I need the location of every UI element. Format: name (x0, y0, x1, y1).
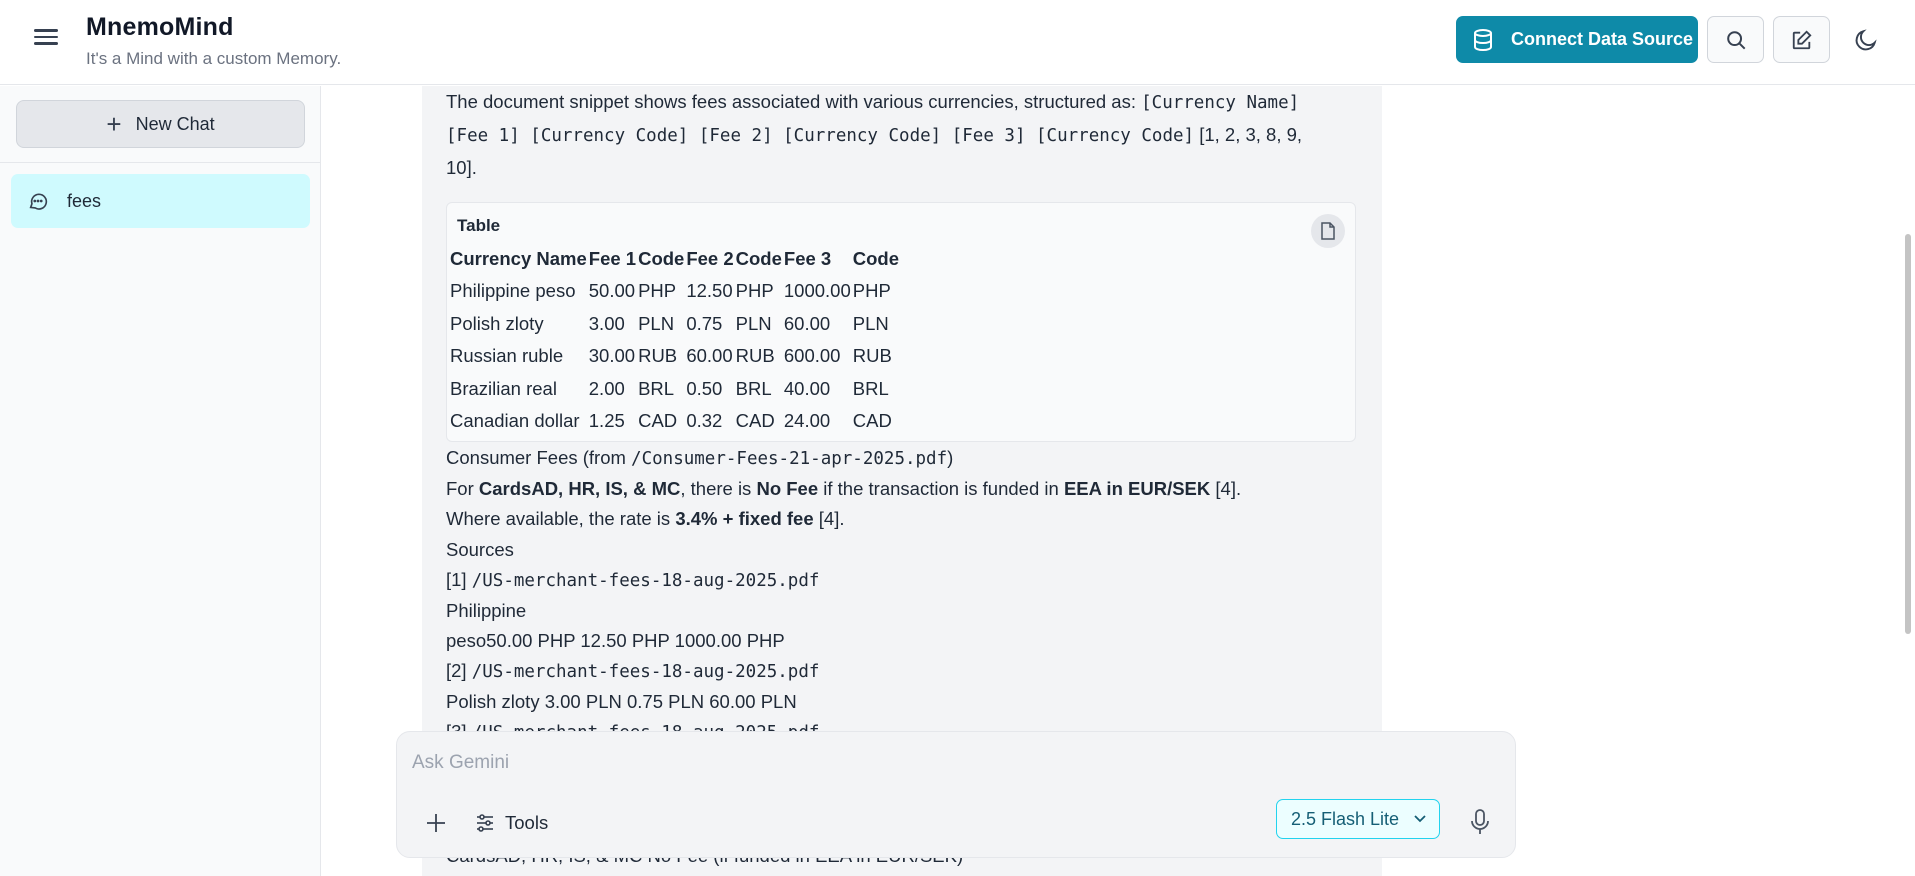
table-cell: Philippine peso (450, 280, 576, 301)
where-line (446, 503, 1366, 535)
bold-text: 3.4% + fixed fee (675, 508, 814, 529)
source-2-text: Polish zloty 3.00 PLN 0.75 PLN 60.00 PLN (446, 691, 797, 712)
chevron-down-icon (1413, 814, 1427, 824)
column-header: Currency Name (450, 248, 587, 269)
connect-data-source-button[interactable] (1456, 16, 1698, 63)
table-cell: PHP (638, 280, 677, 301)
menu-icon[interactable] (30, 25, 62, 53)
bold-text: EEA in EUR/SEK (1063, 478, 1211, 499)
table-cell: 50.00 (588, 280, 636, 301)
app-subtitle: It's a Mind with a custom Memory. (86, 49, 342, 68)
table-cell: BRL (638, 377, 675, 399)
for-line (446, 473, 1366, 505)
copy-table-button[interactable] (1311, 214, 1345, 248)
model-selector[interactable] (1276, 799, 1440, 839)
table-cell: 24.00 (783, 410, 831, 431)
source-1-text: peso50.00 PHP 12.50 PHP 1000.00 PHP (446, 630, 785, 651)
sidebar (0, 86, 321, 876)
citation: [4]. (813, 508, 845, 529)
sidebar-divider (0, 162, 321, 163)
table-cell: 1.25 (588, 410, 625, 431)
search-icon (1725, 29, 1747, 51)
table-cell: Brazilian real (450, 377, 557, 399)
scrollbar-thumb[interactable] (1905, 234, 1911, 634)
table-cell: 60.00 (783, 312, 831, 334)
table-cell: RUB (735, 345, 775, 366)
source-1 (446, 565, 1366, 596)
table-cell: CAD (852, 410, 892, 431)
column-header: Fee 1 (588, 248, 637, 269)
table-cell: BRL (852, 377, 889, 399)
edit-icon (1791, 29, 1813, 51)
table-header-row (449, 243, 900, 275)
plus-icon (425, 812, 447, 834)
document-icon (1320, 222, 1336, 240)
table-cell: 12.50 (686, 280, 733, 301)
sliders-icon (475, 813, 495, 833)
microphone-button[interactable] (1465, 805, 1495, 839)
message-content (446, 86, 1366, 748)
column-header: Code (852, 248, 900, 269)
table-cell: Polish zloty (450, 312, 544, 334)
citation: [1, 2, 3, 8, 9, (1194, 124, 1303, 145)
sidebar-item-fees[interactable] (11, 174, 310, 228)
citation: [1] (446, 569, 472, 590)
table-cell: PLN (735, 312, 772, 334)
plus-icon: + (106, 109, 122, 139)
citation: [2] (446, 660, 472, 681)
file-path: /US-merchant-fees-18-aug-2025.pdf (471, 662, 820, 682)
column-header: Code (638, 248, 685, 269)
text: ) (947, 447, 954, 468)
moon-icon (1853, 27, 1879, 53)
prompt-input[interactable] (412, 748, 1502, 778)
model-label: 2.5 Flash Lite (1291, 808, 1400, 829)
brand (86, 13, 341, 69)
table-cell: PHP (735, 280, 774, 301)
intro-paragraph (446, 86, 1366, 184)
tools-button[interactable] (475, 808, 548, 838)
intro-code: [Fee 1] [Currency Code] [Fee 2] [Currency Code] [Fee 3] [Currency Code] (446, 126, 1195, 146)
scrollbar[interactable] (1902, 86, 1915, 876)
connect-label: Connect Data Source (1511, 29, 1694, 49)
column-header: Code (735, 248, 782, 269)
table-row (449, 405, 900, 438)
table-cell: 600.00 (783, 345, 841, 366)
table-title: Table (457, 216, 501, 235)
table-cell: 0.32 (686, 410, 723, 431)
sources-heading: Sources (446, 539, 514, 560)
table-cell: 0.50 (686, 377, 723, 399)
tools-label: Tools (505, 812, 549, 833)
column-header: Fee 3 (783, 248, 832, 269)
table-cell: RUB (638, 345, 678, 366)
new-chat-button[interactable] (16, 100, 305, 148)
table-card (446, 202, 1356, 442)
add-attachment-button[interactable] (421, 808, 451, 838)
column-header: Fee 2 (686, 248, 734, 269)
text: if the transaction is funded in (818, 478, 1064, 499)
bold-text: No Fee (756, 478, 819, 499)
intro-code: [Currency Name] (1141, 93, 1300, 113)
table-cell: Russian ruble (450, 345, 564, 366)
prompt-box (396, 731, 1516, 858)
text: Where available, the rate is (446, 508, 676, 529)
table-cell: PHP (852, 280, 891, 301)
app-title: MnemoMind (86, 13, 234, 41)
search-button[interactable] (1707, 16, 1764, 63)
table-cell: 40.00 (783, 377, 831, 399)
table-row (449, 308, 900, 341)
table-cell: 30.00 (588, 345, 636, 366)
database-icon (1472, 28, 1494, 52)
text: For (446, 478, 479, 499)
citation: [4]. (1210, 478, 1242, 499)
fees-table (449, 243, 900, 438)
table-cell: 0.75 (686, 312, 723, 334)
citation: 10]. (446, 157, 477, 178)
new-note-button[interactable] (1773, 16, 1830, 63)
file-path: /US-merchant-fees-18-aug-2025.pdf (471, 571, 820, 591)
consumer-fees-line (446, 442, 1366, 475)
bold-text: CardsAD, HR, IS, & MC (478, 478, 681, 499)
sidebar-item-label: fees (67, 190, 102, 211)
text: Consumer Fees (from (446, 447, 632, 468)
source-1-text: Philippine (446, 600, 527, 621)
table-cell: 1000.00 (783, 280, 851, 301)
app-header (0, 0, 1915, 85)
table-cell: CAD (638, 410, 678, 431)
new-chat-label: New Chat (135, 113, 215, 134)
microphone-icon (1469, 808, 1491, 836)
intro-text: The document snippet shows fees associated with various currencies, structured as: (446, 91, 1142, 112)
chat-bubble-icon (27, 190, 49, 212)
text: , there is (680, 478, 757, 499)
table-cell: 3.00 (588, 312, 625, 334)
table-row (449, 373, 900, 406)
table-cell: CAD (735, 410, 775, 431)
dark-mode-toggle[interactable] (1848, 22, 1884, 58)
table-cell: 2.00 (588, 377, 625, 399)
table-cell: 60.00 (686, 345, 733, 366)
table-cell: PLN (852, 312, 889, 334)
table-row (449, 275, 900, 308)
table-cell: RUB (852, 345, 892, 366)
file-path: /Consumer-Fees-21-apr-2025.pdf (631, 449, 948, 469)
table-cell: PLN (638, 312, 675, 334)
source-2 (446, 656, 1366, 687)
table-row (449, 340, 900, 373)
table-cell: Canadian dollar (450, 410, 580, 431)
table-cell: BRL (735, 377, 772, 399)
